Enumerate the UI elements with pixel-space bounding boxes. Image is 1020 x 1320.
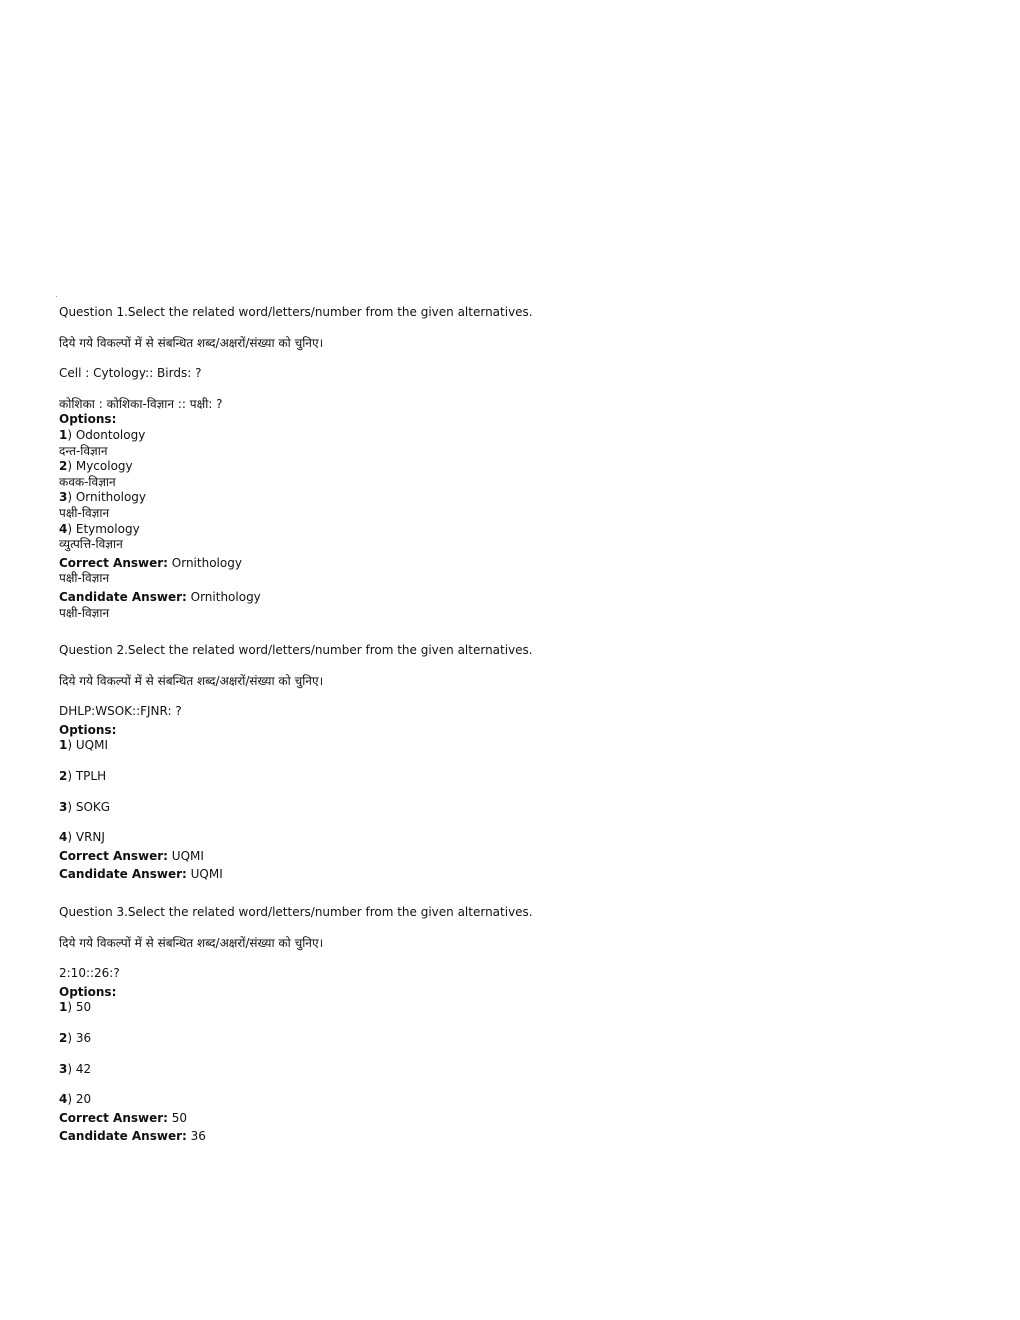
question-2-title: Question 2.Select the related word/letters/number from the given alternatives. bbox=[59, 643, 533, 658]
option-text: ) UQMI bbox=[67, 738, 108, 753]
candidate-answer-value: UQMI bbox=[186, 867, 223, 882]
option-text: ) TPLH bbox=[67, 769, 107, 784]
question-3-option-4 bbox=[59, 1092, 959, 1108]
question-3-hindi-instruction: दिये गये विकल्पों में से संबन्धित शब्द/अक्षरों/संख्या को चुनिए। bbox=[59, 935, 324, 950]
option-number: 2 bbox=[59, 769, 68, 784]
question-1 bbox=[59, 305, 959, 621]
option-text: ) 42 bbox=[67, 1061, 92, 1076]
question-3-correct-answer bbox=[59, 1111, 959, 1127]
question-3-options-label: Options: bbox=[59, 984, 117, 999]
option-number: 2 bbox=[59, 1031, 68, 1045]
option-text: ) SOKG bbox=[67, 799, 111, 814]
question-2-hindi-instruction: दिये गये विकल्पों में से संबन्धित शब्द/अक्षरों/संख्या को चुनिए। bbox=[59, 673, 324, 688]
question-2-options-label: Options: bbox=[59, 722, 117, 737]
option-number: 1 bbox=[59, 738, 68, 753]
question-1-prompt: Cell : Cytology:: Birds: ? bbox=[59, 366, 202, 381]
candidate-answer-label: Candidate Answer: bbox=[59, 589, 187, 604]
correct-answer-label: Correct Answer: bbox=[59, 848, 168, 863]
question-3-title: Question 3.Select the related word/letters/number from the given alternatives. bbox=[59, 905, 533, 920]
option-text: ) Mycology bbox=[67, 459, 133, 474]
candidate-answer-value: 36 bbox=[186, 1129, 206, 1144]
question-2-prompt: DHLP:WSOK::FJNR: ? bbox=[59, 704, 182, 719]
question-3-option-2 bbox=[59, 1031, 959, 1047]
question-3-candidate-answer bbox=[59, 1129, 959, 1145]
question-1-option-4 bbox=[59, 522, 959, 553]
option-hindi: व्युत्पत्ति-विज्ञान bbox=[59, 537, 123, 552]
option-number: 1 bbox=[59, 427, 68, 442]
question-2-candidate-answer bbox=[59, 867, 959, 883]
question-3-option-1 bbox=[59, 1000, 959, 1016]
option-text: ) 36 bbox=[67, 1031, 92, 1045]
option-number: 3 bbox=[59, 799, 68, 814]
question-1-candidate-answer bbox=[59, 590, 959, 621]
correct-answer-hindi: पक्षी-विज्ञान bbox=[59, 571, 110, 586]
option-number: 3 bbox=[59, 490, 68, 505]
question-2-option-2 bbox=[59, 769, 959, 785]
question-2-option-3 bbox=[59, 800, 959, 816]
correct-answer-value: Ornithology bbox=[167, 555, 242, 570]
option-hindi: कवक-विज्ञान bbox=[59, 474, 116, 489]
candidate-answer-value: Ornithology bbox=[186, 589, 261, 604]
candidate-answer-label: Candidate Answer: bbox=[59, 1129, 187, 1144]
question-1-option-1 bbox=[59, 428, 959, 459]
option-text: ) VRNJ bbox=[67, 830, 105, 845]
option-number: 1 bbox=[59, 1000, 68, 1015]
option-text: ) Etymology bbox=[67, 521, 140, 536]
question-1-options-label: Options: bbox=[59, 412, 117, 427]
question-1-correct-answer bbox=[59, 556, 959, 587]
question-2 bbox=[59, 643, 959, 883]
candidate-answer-label: Candidate Answer: bbox=[59, 867, 187, 882]
option-number: 4 bbox=[59, 1092, 68, 1107]
option-hindi: पक्षी-विज्ञान bbox=[59, 505, 110, 520]
question-1-option-2 bbox=[59, 459, 959, 490]
option-text: ) Odontology bbox=[67, 427, 146, 442]
question-1-hindi-instruction: दिये गये विकल्पों में से संबन्धित शब्द/अक्षरों/संख्या को चुनिए। bbox=[59, 335, 324, 350]
option-text: ) 20 bbox=[67, 1092, 92, 1107]
question-3-prompt: 2:10::26:? bbox=[59, 966, 120, 981]
question-paper bbox=[59, 305, 959, 1145]
question-2-correct-answer bbox=[59, 849, 959, 865]
question-1-title: Question 1.Select the related word/letters/number from the given alternatives. bbox=[59, 305, 533, 319]
correct-answer-label: Correct Answer: bbox=[59, 1110, 168, 1125]
question-1-option-3 bbox=[59, 490, 959, 521]
question-2-option-4 bbox=[59, 830, 959, 846]
option-text: ) 50 bbox=[67, 1000, 92, 1015]
option-number: 2 bbox=[59, 459, 68, 474]
candidate-answer-hindi: पक्षी-विज्ञान bbox=[59, 605, 110, 620]
correct-answer-value: UQMI bbox=[167, 848, 204, 863]
option-text: ) Ornithology bbox=[67, 490, 147, 505]
question-2-option-1 bbox=[59, 738, 959, 754]
page-speck bbox=[56, 296, 57, 297]
question-3 bbox=[59, 905, 959, 1145]
option-number: 4 bbox=[59, 521, 68, 536]
question-3-option-3 bbox=[59, 1062, 959, 1078]
option-hindi: दन्त-विज्ञान bbox=[59, 443, 108, 458]
question-1-prompt-hindi: कोशिका : कोशिका-विज्ञान :: पक्षी: ? bbox=[59, 396, 223, 411]
correct-answer-value: 50 bbox=[167, 1110, 188, 1125]
correct-answer-label: Correct Answer: bbox=[59, 555, 168, 570]
option-number: 4 bbox=[59, 830, 68, 845]
option-number: 3 bbox=[59, 1061, 68, 1076]
